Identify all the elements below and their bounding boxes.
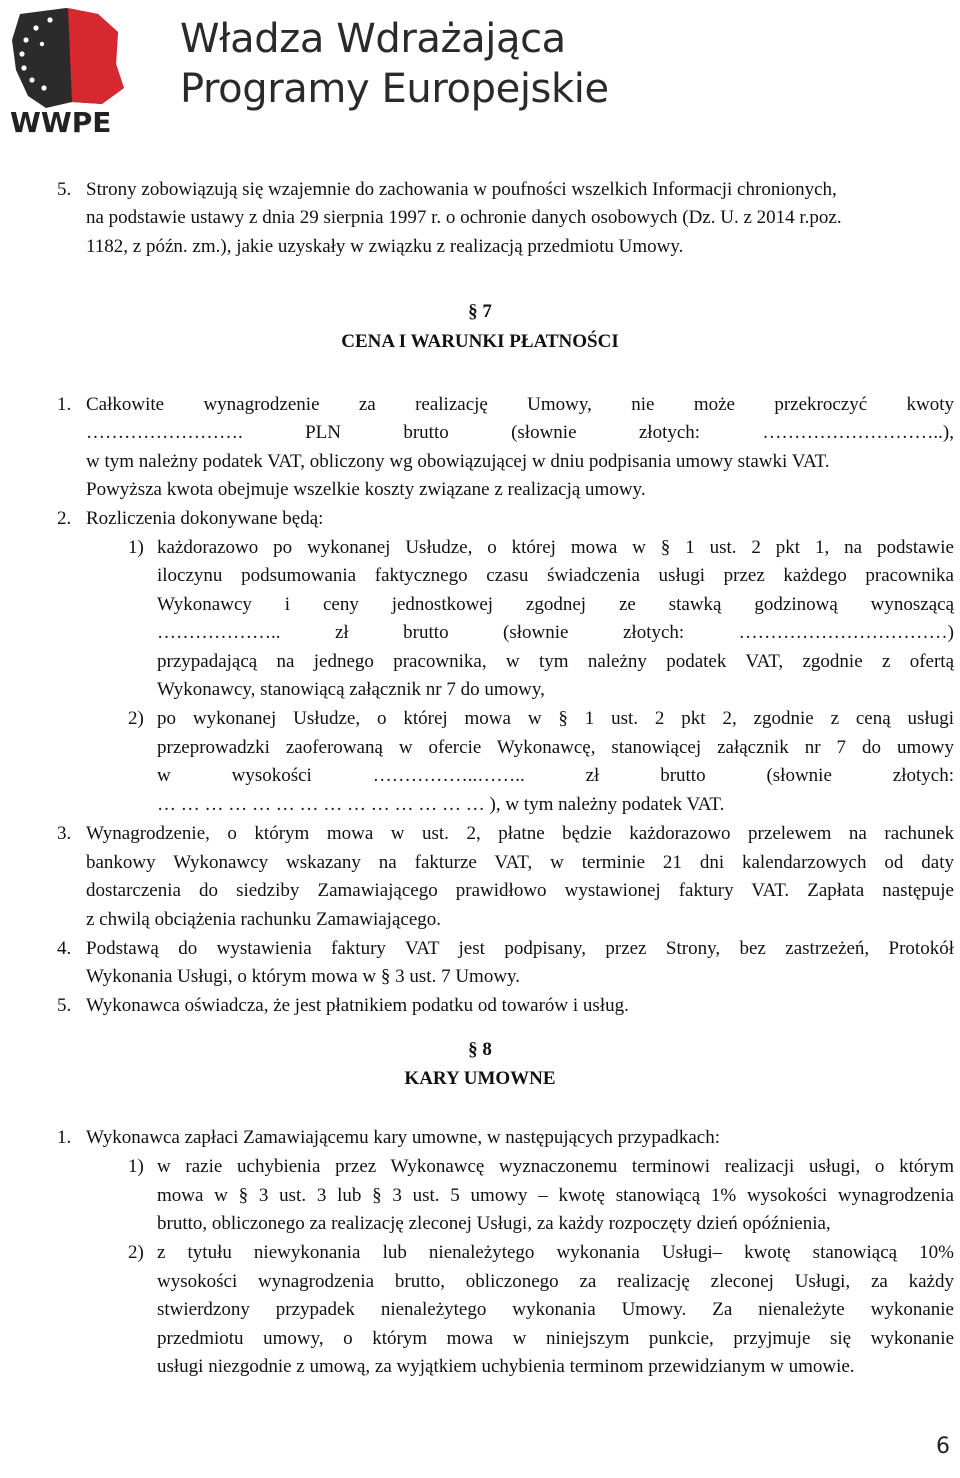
logo-abbr-text: WWPE (10, 106, 112, 136)
logo-line2: Programy Europejskie (180, 66, 609, 112)
text-line: mowa w § 3 ust. 3 lub § 3 ust. 5 umowy – kwotę stanowiącą 1% wysokości wynagrodzenia (157, 1185, 954, 1206)
text-line: Podstawą do wystawienia faktury VAT jest podpisany, przez Strony, bez zastrzeżeń, Protokół (86, 938, 954, 959)
text-line: iloczynu podsumowania faktycznego czasu świadczenia usługi przez każdego pracownika (157, 565, 954, 586)
item-number: 4. (57, 938, 72, 959)
text-line: Strony zobowiązują się wzajemnie do zachowania w poufności wszelkich Informacji chronionych, (86, 179, 837, 200)
text-line: ……………….. zł brutto (słownie złotych: ……………………………) (157, 622, 954, 643)
text-line: 1182, z późn. zm.), jakie uzyskały w związku z realizacją przedmiotu Umowy. (86, 236, 684, 257)
text-line: przypadającą na jednego pracownika, w tym należny podatek VAT, zgodnie z ofertą (157, 651, 954, 672)
text-line: Powyższa kwota obejmuje wszelkie koszty związane z realizacją umowy. (86, 479, 646, 500)
logo-line1: Władza Wdrażająca (180, 16, 566, 62)
text-line: Wynagrodzenie, o którym mowa w ust. 2, płatne będzie każdorazowo przelewem na rachunek (86, 823, 954, 844)
text-line: w wysokości ……………..…….. zł brutto (słownie złotych: (157, 765, 954, 786)
text-line: przedmiotu umowy, o którym mowa w niniejszym punkcie, przyjmuje się wykonanie (157, 1328, 954, 1349)
section-7-title: CENA I WARUNKI PŁATNOŚCI (341, 331, 619, 352)
text-line: Rozliczenia dokonywane będą: (86, 508, 324, 529)
item-number: 1. (57, 1127, 72, 1148)
text-line: Wykonawcy i ceny jednostkowej zgodnej ze stawką godzinową wynoszącą (157, 594, 954, 615)
text-line: … … … … … … … … … … … … … … ), w tym należny podatek VAT. (157, 794, 725, 815)
item-number: 5. (57, 179, 72, 200)
section-7-symbol: § 7 (468, 301, 492, 322)
text-line: Wykonawca oświadcza, że jest płatnikiem podatku od towarów i usług. (86, 995, 629, 1016)
subitem-number: 2) (128, 708, 144, 729)
text-line: ……………………. PLN brutto (słownie złotych: ………………………..), (86, 422, 954, 443)
section-8-title: KARY UMOWNE (404, 1068, 556, 1089)
text-line: Wykonania Usługi, o którym mowa w § 3 ust. 7 Umowy. (86, 966, 521, 987)
text-line: dostarczenia do siedziby Zamawiającego prawidłowo wystawionej faktury VAT. Zapłata następuje (86, 880, 954, 901)
text-line: każdorazowo po wykonanej Usłudze, o której mowa w § 1 ust. 2 pkt 1, na podstawie (157, 537, 954, 558)
text-line: brutto, obliczonego za realizację zleconej Usługi, za każdy rozpoczęty dzień opóźnienia, (157, 1213, 831, 1234)
logo-wordmark (180, 14, 609, 114)
subitem-number: 2) (128, 1242, 144, 1263)
text-line: z chwilą obciążenia rachunku Zamawiającego. (86, 909, 442, 930)
text-line: na podstawie ustawy z dnia 29 sierpnia 1997 r. o ochronie danych osobowych (Dz. U. z 2014 r.poz. (86, 207, 842, 228)
text-line: z tytułu niewykonania lub nienależytego wykonania Usługi– kwotę stanowiącą 10% (157, 1242, 954, 1263)
text-line: Wykonawcy, stanowiącą załącznik nr 7 do umowy, (157, 679, 545, 700)
item-number: 5. (57, 995, 72, 1016)
text-line: przeprowadzki zaoferowaną w ofercie Wykonawcę, stanowiącej załącznik nr 7 do umowy (157, 737, 954, 758)
text-line: stwierdzony przypadek nienależytego wykonania Umowy. Za nienależyte wykonanie (157, 1299, 954, 1320)
poland-map-logo-icon (6, 4, 146, 136)
text-line: po wykonanej Usłudze, o której mowa w § 1 ust. 2 pkt 2, zgodnie z ceną usługi (157, 708, 954, 729)
section-8-symbol: § 8 (468, 1039, 492, 1060)
text-line: wysokości wynagrodzenia brutto, obliczonego za realizację zleconej Usługi, za każdy (157, 1271, 954, 1292)
text-line: usługi niezgodnie z umową, za wyjątkiem uchybienia terminom przewidzianym w umowie. (157, 1356, 855, 1377)
item-number: 2. (57, 508, 72, 529)
text-line: Całkowite wynagrodzenie za realizację Umowy, nie może przekroczyć kwoty (86, 394, 954, 415)
text-line: Wykonawca zapłaci Zamawiającemu kary umowne, w następujących przypadkach: (86, 1127, 721, 1148)
subitem-number: 1) (128, 1156, 144, 1177)
item-number: 1. (57, 394, 72, 415)
text-line: w razie uchybienia przez Wykonawcę wyznaczonemu terminowi realizacji usługi, o którym (157, 1156, 954, 1177)
subitem-number: 1) (128, 537, 144, 558)
page-number: 6 (936, 1434, 950, 1459)
item-number: 3. (57, 823, 72, 844)
wwpe-logo (6, 4, 146, 136)
text-line: bankowy Wykonawcy wskazany na fakturze VAT, w terminie 21 dni kalendarzowych od daty (86, 852, 954, 873)
text-line: w tym należny podatek VAT, obliczony wg obowiązującej w dniu podpisania umowy stawki VAT. (86, 451, 830, 472)
